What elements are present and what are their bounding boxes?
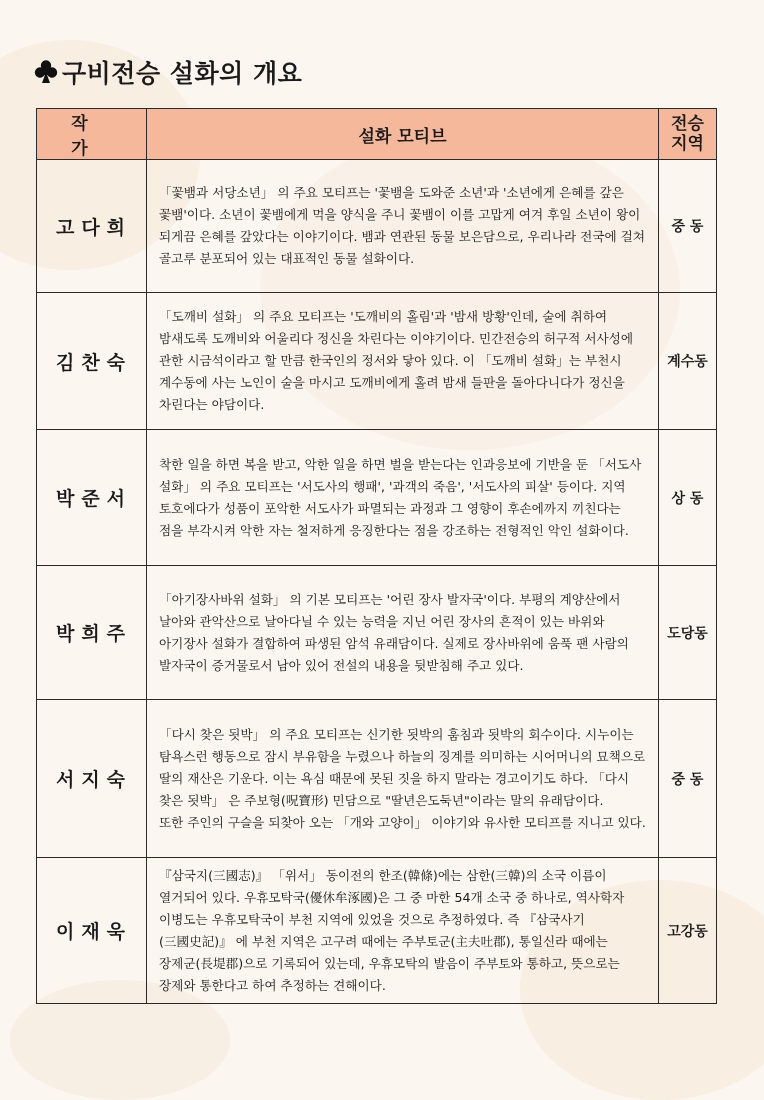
region-cell: 중 동 [659,700,717,858]
page-title-block [34,54,302,90]
club-icon [34,59,58,85]
table-header-row [37,109,717,160]
author-cell: 박준서 [37,430,147,566]
table-row [37,858,717,1004]
table-row [37,700,717,858]
header-region-line1: 전승 [671,114,704,134]
motif-cell: 「도깨비 설화」 의 주요 모티프는 '도깨비의 홀림'과 '밤새 방황'인데, 술에 취하여 밤새도록 도깨비와 어울리다 정신을 차린다는 이야기이다. 민간전승의 허구적 서사성에 관한 시금석이라고 할 만큼 한국인의 정서와 닿아 있다. 이 「도깨비 설화」는 부천시 계수동에 사는 노인이 술을 마시고 도깨비에게 홀려 밤새 들판을 돌아다니다가 정신을 차린다는 야담이다. [147,293,659,430]
motif-cell: 『삼국지(三國志)』 「위서」 동이전의 한조(韓條)에는 삼한(三韓)의 소국 이름이 열거되어 있다. 우휴모탁국(優休牟涿國)은 그 중 마한 54개 소국 중 하나로, 역사학자 이병도는 우휴모탁국이 부천 지역에 있었을 것으로 추정하였다. 즉 『삼국사기(三國史記)』 에 부천 지역은 고구려 때에는 주부토군(主夫吐郡), 통일신라 때에는 장제군(長堤郡)으로 기록되어 있는데, 우휴모탁의 발음이 주부토와 통하고, 뜻으로는 장제와 통한다고 하여 추정하는 견해이다. [147,858,659,1004]
motif-cell: 「꽃뱀과 서당소년」 의 주요 모티프는 '꽃뱀을 도와준 소년'과 '소년에게 은혜를 갚은 꽃뱀'이다. 소년이 꽃뱀에게 먹을 양식을 주니 꽃뱀이 이를 고맙게 여겨 후일 소년이 왕이 되게끔 은혜를 갚았다는 이야기이다. 뱀과 연관된 동물 보은담으로, 우리나라 전국에 걸쳐 골고루 분포되어 있는 대표적인 동물 설화이다. [147,160,659,293]
table-row [37,430,717,566]
region-cell: 계수동 [659,293,717,430]
header-author: 작 가 [37,109,147,160]
author-cell: 이재욱 [37,858,147,1004]
region-cell: 상 동 [659,430,717,566]
author-cell: 김찬숙 [37,293,147,430]
header-motif: 설화 모티브 [147,109,659,160]
table-row [37,160,717,293]
page-title: 구비전승 설화의 개요 [62,59,303,88]
motif-cell [147,700,659,858]
header-region [659,109,717,160]
folktale-summary-table [36,108,717,1004]
author-cell: 박희주 [37,566,147,700]
table-row [37,566,717,700]
header-region-line2: 지역 [671,134,704,154]
motif-paragraph: 「다시 찾은 됫박」 의 주요 모티프는 신기한 됫박의 훔침과 됫박의 회수이다. 시누이는 탐욕스런 행동으로 잠시 부유함을 누렸으나 하늘의 징계를 의미하는 시어머니의 묘책으로 딸의 재산은 기운다. 이는 욕심 때문에 못된 짓을 하지 말라는 경고이기도 하다. 「다시 찾은 됫박」 은 주보형(呪寶形) 민담으로 "딸년은도둑년"이라는 말의 유래담이다. [159,726,646,808]
motif-cell: 착한 일을 하면 복을 받고, 악한 일을 하면 벌을 받는다는 인과응보에 기반을 둔 「서도사 설화」 의 주요 모티프는 '서도사의 행패', '과객의 죽음', '서도사의 피살' 등이다. 지역 토호에다가 성품이 포악한 서도사가 파멸되는 과정과 그 영향이 후손에까지 끼친다는 점을 부각시켜 악한 자는 철저하게 응징한다는 점을 강조하는 전형적인 악인 설화이다. [147,430,659,566]
region-cell: 중 동 [659,160,717,293]
author-cell: 고다희 [37,160,147,293]
region-cell: 고강동 [659,858,717,1004]
author-cell: 서지숙 [37,700,147,858]
table-row [37,293,717,430]
motif-cell: 「아기장사바위 설화」 의 기본 모티프는 '어린 장사 발자국'이다. 부평의 계양산에서 날아와 관악산으로 날아다닐 수 있는 능력을 지닌 어린 장사의 흔적이 있는 바위와 아기장사 설화가 결합하여 파생된 암석 유래담이다. 실제로 장사바위에 움푹 팬 사람의 발자국이 증거물로서 남아 있어 전설의 내용을 뒷받침해 주고 있다. [147,566,659,700]
region-cell: 도당동 [659,566,717,700]
motif-paragraph: 또한 주인의 구슬을 되찾아 오는 「개와 고양이」 이야기와 유사한 모티프를 지니고 있다. [159,814,646,830]
